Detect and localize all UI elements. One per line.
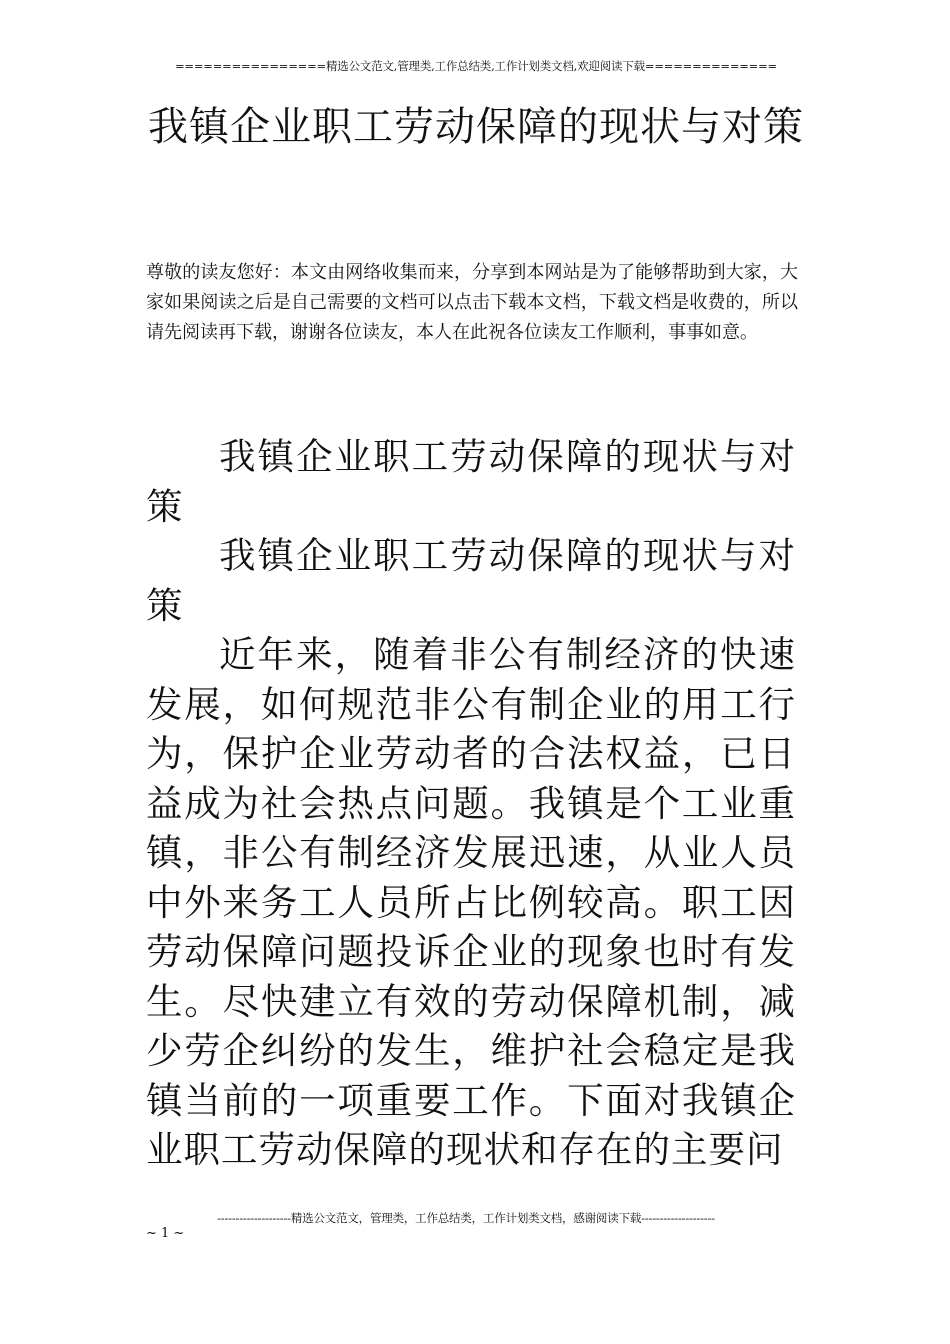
body-paragraph: 我镇企业职工劳动保障的现状与对策: [146, 435, 796, 528]
document-title: 我镇企业职工劳动保障的现状与对策: [148, 104, 804, 150]
reader-notice: 尊敬的读友您好：本文由网络收集而来，分享到本网站是为了能够帮助到大家，大家如果阅读之后是自己需要的文档可以点击下载本文档，下载文档是收费的，所以请先阅读再下载，谢谢各位读友，本人在此祝各位读友工作顺利，事事如意。: [146, 262, 798, 343]
page-header: ================精选公文范文,管理类,工作总结类,工作计划类文档,欢迎阅读下载==============: [175, 59, 777, 73]
document-body: [146, 432, 796, 1175]
page-footer: --------------------精选公文范文，管理类，工作总结类，工作计划类文档，感谢阅读下载--------------------: [217, 1211, 715, 1225]
page-number: ~ 1 ~: [146, 1226, 185, 1241]
body-paragraph: 我镇企业职工劳动保障的现状与对策: [146, 534, 796, 627]
body-paragraph: 近年来，随着非公有制经济的快速发展，如何规范非公有制企业的用工行为，保护企业劳动者的合法权益，已日益成为社会热点问题。我镇是个工业重镇，非公有制经济发展迅速，从业人员中外来务工人员所占比例较高。职工因劳动保障问题投诉企业的现象也时有发生。尽快建立有效的劳动保障机制，减少劳企纠纷的发生，维护社会稳定是我镇当前的一项重要工作。下面对我镇企业职工劳动保障的现状和存在的主要问: [146, 633, 796, 1171]
